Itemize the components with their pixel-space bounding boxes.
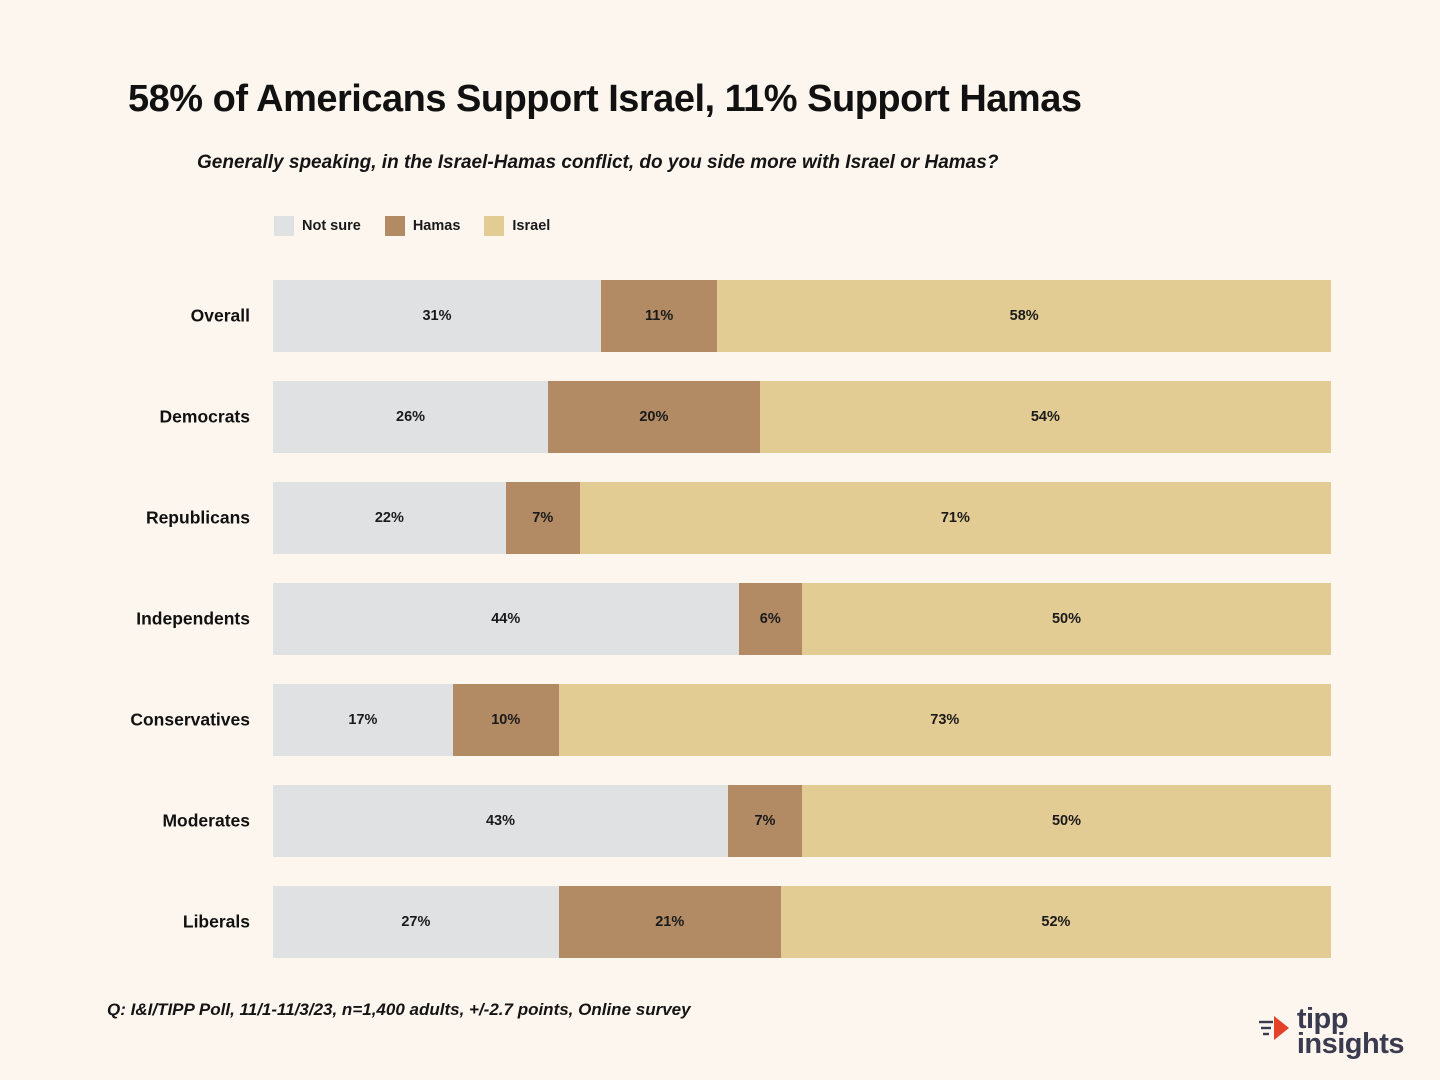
chart-row: [0, 583, 1440, 655]
legend-swatch-icon: [385, 216, 405, 236]
bar-segment[interactable]: 58%: [717, 280, 1331, 352]
source-note: Q: I&I/TIPP Poll, 11/1-11/3/23, n=1,400 adults, +/-2.7 points, Online survey: [107, 1000, 691, 1019]
stacked-bar: [273, 684, 1331, 756]
legend-item-label: Not sure: [302, 218, 361, 234]
bar-segment[interactable]: 22%: [273, 482, 506, 554]
logo-text: [1296, 1002, 1404, 1061]
category-label: Democrats: [159, 406, 250, 427]
bar-segment[interactable]: 73%: [559, 684, 1331, 756]
bar-segment[interactable]: 11%: [601, 280, 717, 352]
tipp-insights-logo: [1257, 1002, 1404, 1061]
bar-segment[interactable]: 31%: [273, 280, 601, 352]
category-label: Moderates: [162, 810, 250, 831]
bar-segment[interactable]: 7%: [506, 482, 580, 554]
page-title: 58% of Americans Support Israel, 11% Support Hamas: [128, 78, 1082, 120]
bar-segment[interactable]: 26%: [273, 381, 548, 453]
bar-segment[interactable]: 50%: [802, 785, 1331, 857]
chart-row: [0, 684, 1440, 756]
bar-segment[interactable]: 71%: [580, 482, 1331, 554]
chart-row: [0, 381, 1440, 453]
bar-segment[interactable]: 7%: [728, 785, 802, 857]
bar-segment[interactable]: 54%: [760, 381, 1331, 453]
legend-item-label: Israel: [512, 218, 551, 234]
legend-item[interactable]: [274, 216, 361, 236]
chart-subtitle: Generally speaking, in the Israel-Hamas conflict, do you side more with Israel or Hamas?: [197, 152, 999, 173]
chart-row: [0, 280, 1440, 352]
bar-segment[interactable]: 17%: [273, 684, 453, 756]
logo-mark-icon: [1257, 1012, 1291, 1052]
legend-item[interactable]: [484, 216, 550, 236]
category-label: Independents: [136, 608, 250, 629]
bar-segment[interactable]: 27%: [273, 886, 559, 958]
bar-segment[interactable]: 21%: [559, 886, 781, 958]
legend-item-label: Hamas: [412, 218, 461, 234]
bar-segment[interactable]: 43%: [273, 785, 728, 857]
bar-segment[interactable]: 20%: [548, 381, 760, 453]
legend-swatch-icon: [274, 216, 294, 236]
stacked-bar: [273, 280, 1331, 352]
bar-segment[interactable]: 6%: [739, 583, 802, 655]
legend-swatch-icon: [484, 216, 504, 236]
chart-legend: [274, 216, 564, 236]
chart-row: [0, 785, 1440, 857]
logo-line-2: insights: [1296, 1028, 1404, 1061]
bar-segment[interactable]: 44%: [273, 583, 739, 655]
stacked-bar: [273, 785, 1331, 857]
logo-line-1: tipp: [1296, 1002, 1348, 1035]
chart-row: [0, 886, 1440, 958]
stacked-bar: [273, 583, 1331, 655]
stacked-bar: [273, 381, 1331, 453]
stacked-bar: [273, 482, 1331, 554]
legend-item[interactable]: [385, 216, 461, 236]
bar-segment[interactable]: 10%: [453, 684, 559, 756]
stacked-bar: [273, 886, 1331, 958]
category-label: Overall: [190, 305, 250, 326]
chart-row: [0, 482, 1440, 554]
stacked-bar-chart: [0, 280, 1440, 987]
category-label: Liberals: [182, 911, 250, 932]
bar-segment[interactable]: 50%: [802, 583, 1331, 655]
category-label: Conservatives: [130, 709, 250, 730]
category-label: Republicans: [145, 507, 250, 528]
bar-segment[interactable]: 52%: [781, 886, 1331, 958]
